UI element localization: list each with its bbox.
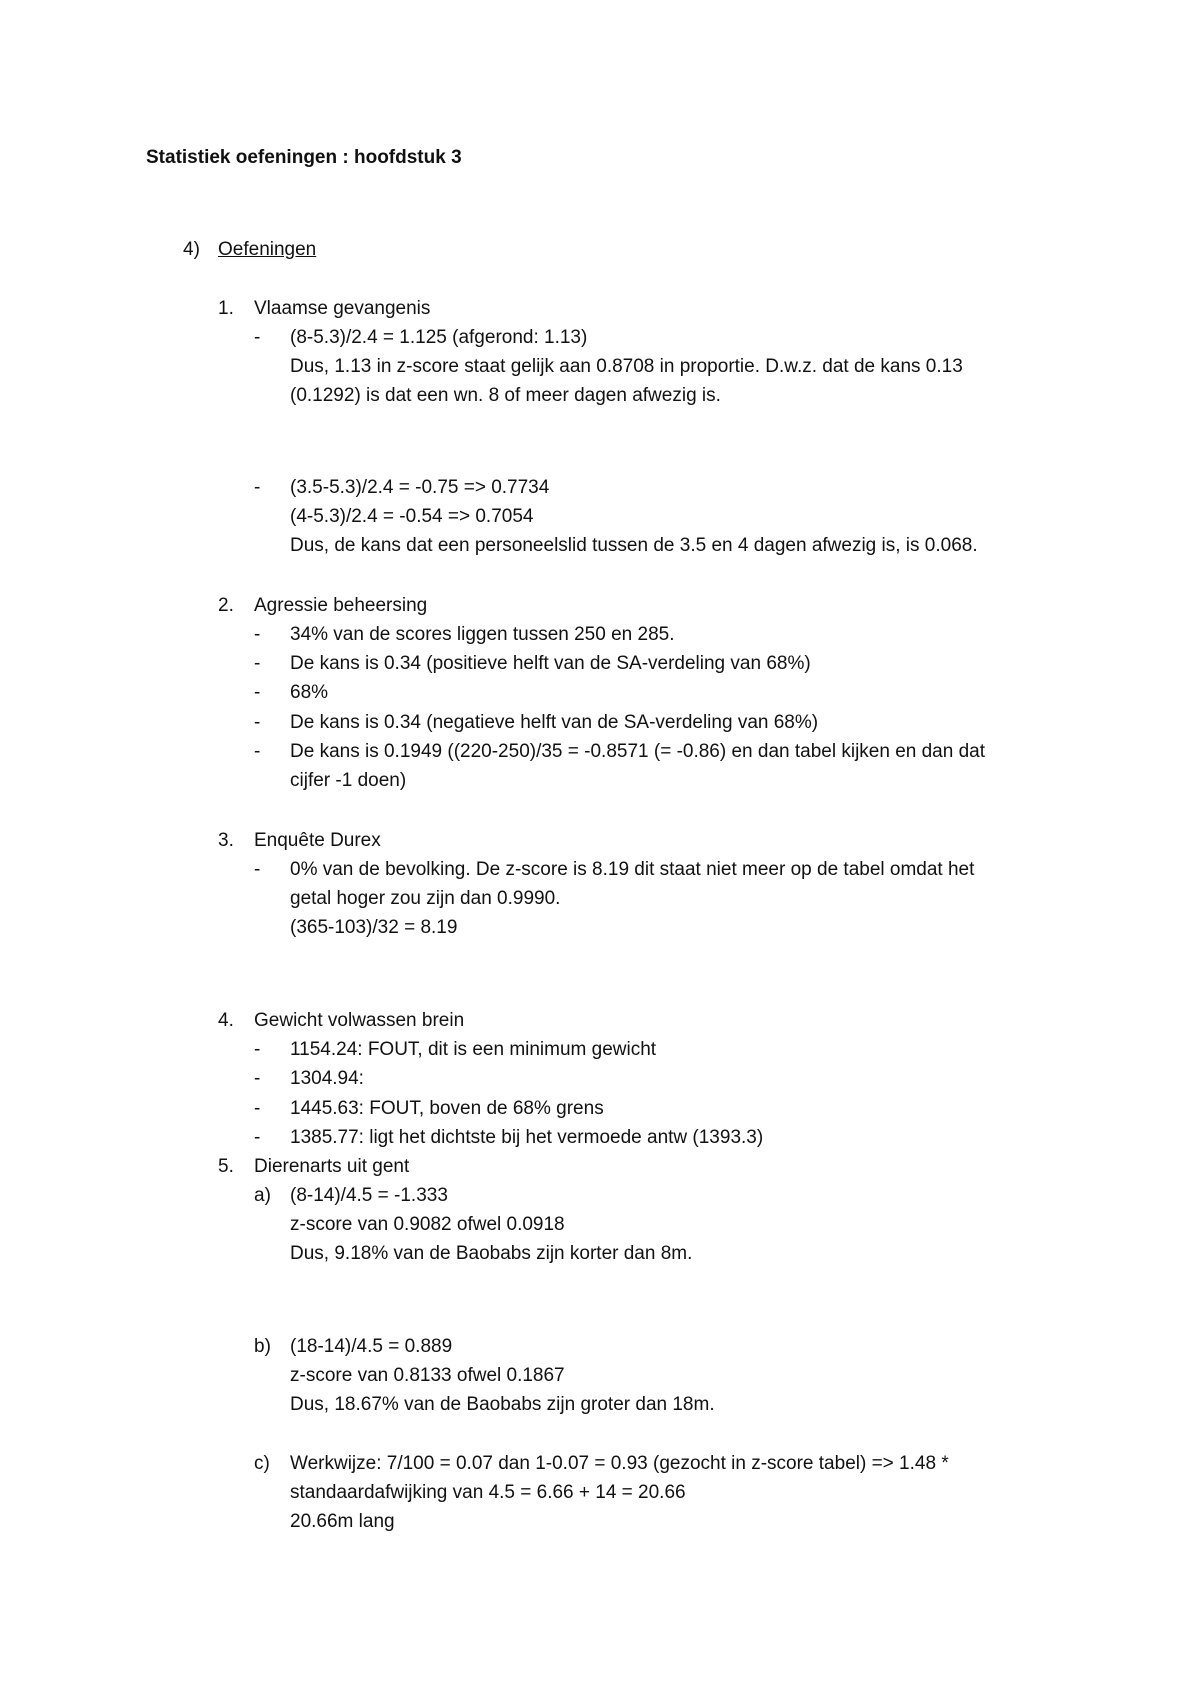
- bullet-dash: -: [254, 1039, 261, 1060]
- bullet-text: De kans is 0.1949 ((220-250)/35 = -0.8571 (= -0.86) en dan tabel kijken en dan dat: [290, 741, 986, 762]
- subitem-text: (8-14)/4.5 = -1.333: [290, 1185, 448, 1206]
- item-number: 4.: [218, 1010, 234, 1031]
- item-number: 3.: [218, 830, 234, 851]
- bullet-dash: -: [254, 859, 261, 880]
- subitem-label: a): [254, 1185, 271, 1206]
- subitem-text: 20.66m lang: [290, 1511, 395, 1532]
- subitem-text: Dus, 9.18% van de Baobabs zijn korter dan 8m.: [290, 1243, 693, 1264]
- subitem-label: b): [254, 1336, 271, 1357]
- bullet-dash: -: [254, 327, 261, 348]
- bullet-text: (3.5-5.3)/2.4 = -0.75 => 0.7734: [290, 477, 550, 498]
- item-heading: Gewicht volwassen brein: [254, 1010, 465, 1031]
- bullet-dash: -: [254, 741, 261, 762]
- item-number: 1.: [218, 298, 234, 319]
- bullet-text: cijfer -1 doen): [290, 770, 407, 791]
- item-heading: Agressie beheersing: [254, 595, 428, 616]
- bullet-dash: -: [254, 1127, 261, 1148]
- subitem-text: standaardafwijking van 4.5 = 6.66 + 14 = 20.66: [290, 1482, 686, 1503]
- bullet-text: Dus, 1.13 in z-score staat gelijk aan 0.8708 in proportie. D.w.z. dat de kans 0.13: [290, 356, 963, 377]
- subitem-label: c): [254, 1453, 270, 1474]
- bullet-text: (365-103)/32 = 8.19: [290, 917, 458, 938]
- subitem-text: Dus, 18.67% van de Baobabs zijn groter dan 18m.: [290, 1394, 715, 1415]
- bullet-dash: -: [254, 1068, 261, 1089]
- subitem-text: z-score van 0.9082 ofwel 0.0918: [290, 1214, 565, 1235]
- bullet-text: (0.1292) is dat een wn. 8 of meer dagen afwezig is.: [290, 385, 721, 406]
- item-heading: Vlaamse gevangenis: [254, 298, 431, 319]
- bullet-text: (8-5.3)/2.4 = 1.125 (afgerond: 1.13): [290, 327, 588, 348]
- bullet-dash: -: [254, 712, 261, 733]
- bullet-text: 0% van de bevolking. De z-score is 8.19 dit staat niet meer op de tabel omdat het: [290, 859, 975, 880]
- bullet-text: De kans is 0.34 (negatieve helft van de SA-verdeling van 68%): [290, 712, 819, 733]
- subitem-text: (18-14)/4.5 = 0.889: [290, 1336, 453, 1357]
- bullet-text: De kans is 0.34 (positieve helft van de SA-verdeling van 68%): [290, 653, 811, 674]
- item-number: 2.: [218, 595, 234, 616]
- bullet-text: 1445.63: FOUT, boven de 68% grens: [290, 1098, 604, 1119]
- document-title: Statistiek oefeningen : hoofdstuk 3: [146, 147, 462, 168]
- bullet-dash: -: [254, 682, 261, 703]
- bullet-text: 1304.94:: [290, 1068, 364, 1089]
- item-heading: Enquête Durex: [254, 830, 381, 851]
- bullet-text: getal hoger zou zijn dan 0.9990.: [290, 888, 561, 909]
- bullet-text: Dus, de kans dat een personeelslid tussen de 3.5 en 4 dagen afwezig is, is 0.068.: [290, 535, 978, 556]
- bullet-text: 1154.24: FOUT, dit is een minimum gewicht: [290, 1039, 657, 1060]
- bullet-dash: -: [254, 653, 261, 674]
- bullet-text: 34% van de scores liggen tussen 250 en 285.: [290, 624, 675, 645]
- subitem-text: z-score van 0.8133 ofwel 0.1867: [290, 1365, 565, 1386]
- bullet-dash: -: [254, 624, 261, 645]
- section-number: 4): [183, 239, 200, 260]
- bullet-text: 68%: [290, 682, 329, 703]
- bullet-text: (4-5.3)/2.4 = -0.54 => 0.7054: [290, 506, 534, 527]
- bullet-dash: -: [254, 477, 261, 498]
- bullet-dash: -: [254, 1098, 261, 1119]
- subitem-text: Werkwijze: 7/100 = 0.07 dan 1-0.07 = 0.93 (gezocht in z-score tabel) => 1.48 *: [290, 1453, 949, 1474]
- item-heading: Dierenarts uit gent: [254, 1156, 410, 1177]
- section-heading: Oefeningen: [218, 239, 317, 260]
- bullet-text: 1385.77: ligt het dichtste bij het vermoede antw (1393.3): [290, 1127, 764, 1148]
- item-number: 5.: [218, 1156, 234, 1177]
